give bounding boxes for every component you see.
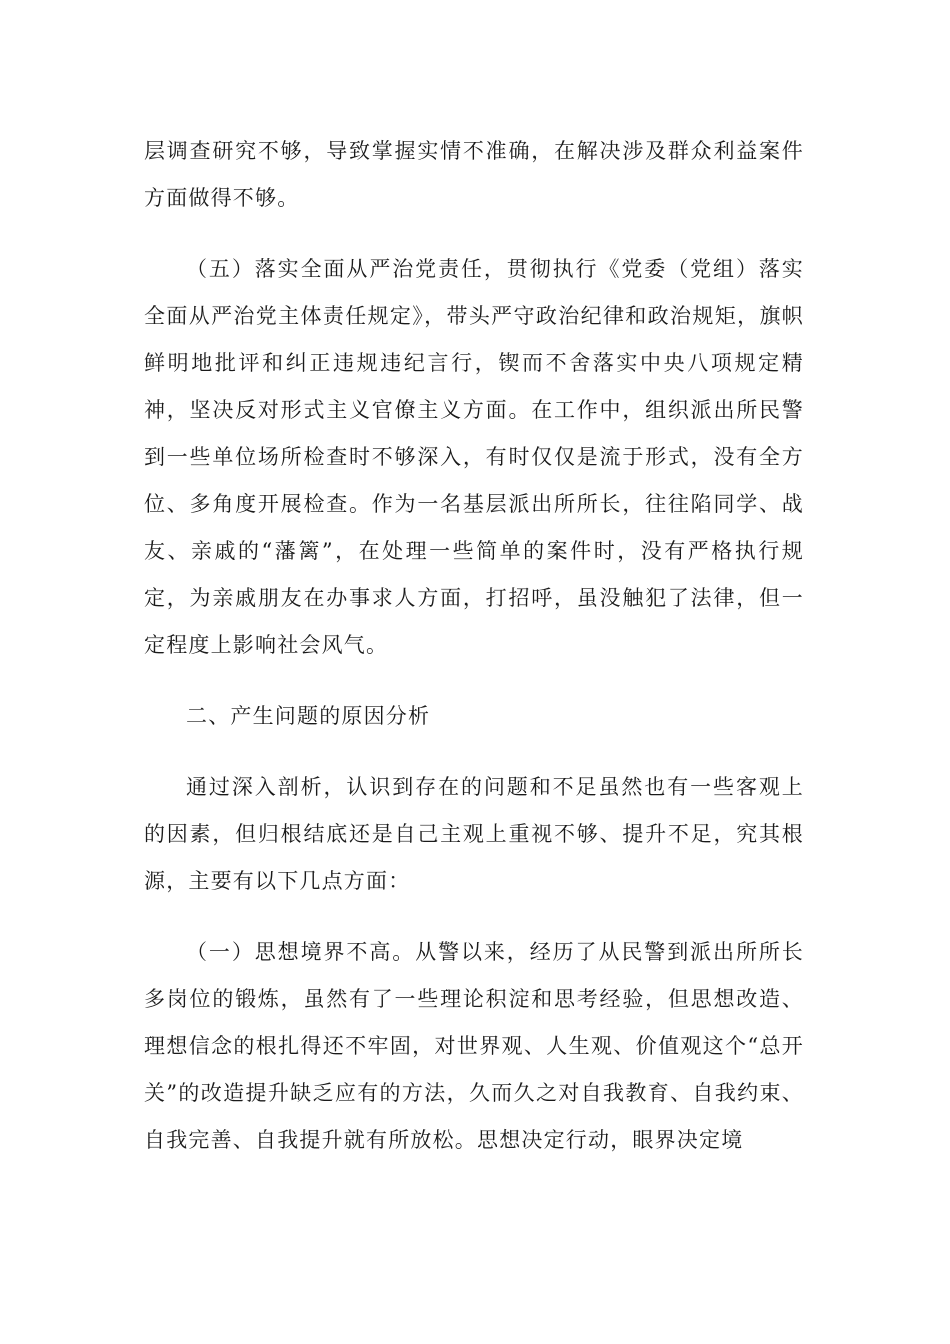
- document-body: [144, 128, 804, 1188]
- section-heading-cause-analysis: 二、产生问题的原因分析: [186, 704, 431, 728]
- paragraph-intro-analysis: 通过深入剖析，认识到存在的问题和不足虽然也有一些客观上的因素，但归根结底还是自己主观上重视不够、提升不足，究其根源，主要有以下几点方面：: [144, 775, 804, 893]
- paragraph-point-one: （一）思想境界不高。从警以来，经历了从民警到派出所所长多岗位的锻炼，虽然有了一些理论积淀和思考经验，但思想改造、理想信念的根扎得还不牢固，对世界观、人生观、价值观这个“总开关”的改造提升缺乏应有的方法，久而久之对自我教育、自我约束、自我完善、自我提升就有所放松。思想决定行动，眼界决定境: [144, 940, 804, 1152]
- paragraph-section-five: （五）落实全面从严治党责任，贯彻执行《党委（党组）落实全面从严治党主体责任规定》，带头严守政治纪律和政治规矩，旗帜鲜明地批评和纠正违规违纪言行，锲而不舍落实中央八项规定精神，坚决反对形式主义官僚主义方面。在工作中，组织派出所民警到一些单位场所检查时不够深入，有时仅仅是流于形式，没有全方位、多角度开展检查。作为一名基层派出所所长，往往陷同学、战友、亲戚的“藩篱”，在处理一些简单的案件时，没有严格执行规定，为亲戚朋友在办事求人方面，打招呼，虽没触犯了法律，但一定程度上影响社会风气。: [144, 257, 804, 657]
- paragraph-continuation: 层调查研究不够，导致掌握实情不准确，在解决涉及群众利益案件方面做得不够。: [144, 139, 804, 210]
